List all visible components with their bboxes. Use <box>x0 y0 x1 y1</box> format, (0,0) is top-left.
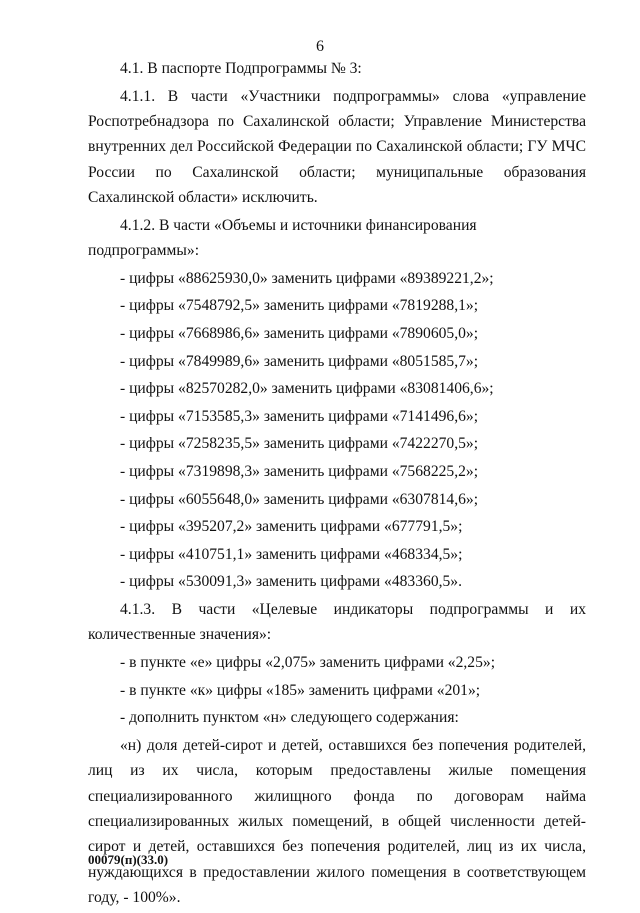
list-item: - цифры «395207,2» заменить цифрами «677791,5»; <box>120 518 463 536</box>
list-item: - цифры «7319898,3» заменить цифрами «7568225,2»; <box>120 462 479 480</box>
list-item: - в пункте «е» цифры «2,075» заменить цифрами «2,25»; <box>120 653 496 671</box>
document-code: 00079(п)(33.0) <box>88 852 169 867</box>
replacement-list <box>88 266 586 595</box>
list-item: - в пункте «к» цифры «185» заменить цифрами «201»; <box>120 681 481 699</box>
list-item: - цифры «7153585,3» заменить цифрами «7141496,6»; <box>120 407 479 425</box>
paragraph-4-1-1: 4.1.1. В части «Участники подпрограммы» слова «управление Роспотребнадзора по Сахалинской области; Управление Министерства внутренних дел Российской Федерации по Сахалинской области; ГУ МЧС России по Сахалинской области; муниципальные образования Сахалинской области» исключить. <box>88 87 586 207</box>
list-item: - цифры «7258235,5» заменить цифрами «7422270,5»; <box>120 435 479 453</box>
list-item: - цифры «88625930,0» заменить цифрами «89389221,2»; <box>120 269 494 287</box>
list-item: - цифры «82570282,0» заменить цифрами «83081406,6»; <box>120 380 494 398</box>
list-item: - дополнить пунктом «н» следующего содержания: <box>120 709 459 727</box>
page-number: 6 <box>316 38 324 55</box>
section-heading-4-1-2: 4.1.2. В части «Объемы и источники финансирования подпрограммы»: <box>88 216 477 260</box>
section-heading-4-1: 4.1. В паспорте Подпрограммы № 3: <box>120 60 362 77</box>
list-item: - цифры «7668986,6» заменить цифрами «7890605,0»; <box>120 325 479 342</box>
list-item: - цифры «530091,3» заменить цифрами «483360,5». <box>120 573 463 591</box>
list-item: - цифры «410751,1» заменить цифрами «468334,5»; <box>120 545 463 563</box>
paragraph-4-1-3: 4.1.3. В части «Целевые индикаторы подпрограммы и их количественные значения»: <box>88 600 586 644</box>
list-item: - цифры «6055648,0» заменить цифрами «6307814,6»; <box>120 490 479 508</box>
indicator-change-list <box>88 650 586 731</box>
list-item: - цифры «7849989,6» заменить цифрами «8051585,7»; <box>120 352 479 370</box>
list-item: - цифры «7548792,5» заменить цифрами «7819288,1»; <box>120 297 479 315</box>
paragraph-item-n: «н) доля детей-сирот и детей, оставшихся без попечения родителей, лиц из их числа, которым предоставлены жилые помещения специализированного жилищного фонда по договорам найма специализированных жилых помещений, в общей численности детей-сирот и детей, оставшихся без попечения родителей, лиц из их числа, нуждающихся в предоставлении жилого помещения в соответствующем году, - 100%». <box>88 736 586 907</box>
document-body <box>88 56 586 913</box>
